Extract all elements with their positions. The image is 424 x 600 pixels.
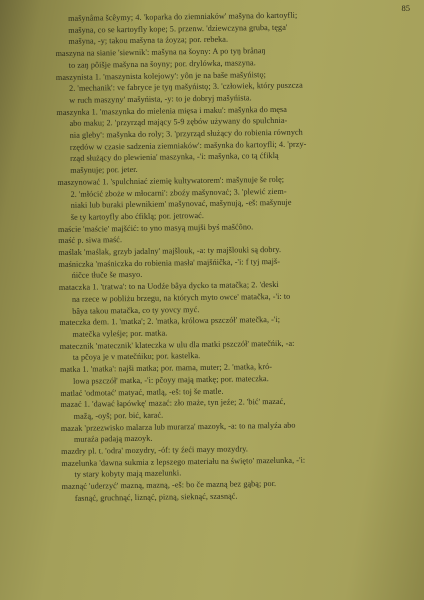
entry-continuation-line: mašynuje; por. jeter. xyxy=(70,165,138,175)
entry-head-line: mazelunka 'dawna sukmia z lepszego materiału na święto' mazelunka, -'i: xyxy=(61,455,306,468)
entry-head-line: mataczka 1. 'tratwa': to na Uodźe bâya dycko ta matačka; 2. 'deski xyxy=(58,280,279,293)
entry-continuation-line: mašynåma šcêymy; 4. 'koparka do ziemniaków' mašyna do kartoyfli; xyxy=(68,10,298,23)
entry-continuation-line: fasnąć, gruchnąć, liznąć, pizną, sieknąć, szasnąć. xyxy=(74,491,238,503)
entry-head-line: mazać 1. 'dawać łapówkę' mazać: zło maże, tyn jeźe; 2. 'bić' mazać, xyxy=(60,397,286,410)
entry-head-line: mazak 'przezwisko malarza lub murarza' mazoyk, -a: to na malyźa abo xyxy=(60,420,296,433)
entry-continuation-line: matečka vyleśje; por. matka. xyxy=(72,328,168,339)
entry-continuation-line: rzędów w czasie sadzenia ziemniaków': mašynka do kartoyfli; 4. 'przy- xyxy=(69,139,307,152)
entry-head-line: maszynista 1. 'maszynista kolejowy': yôn je na baše mašyńistǫ; xyxy=(55,69,266,82)
entry-continuation-line: še ty kartoyfly abo ćfiklą; por. jetrować. xyxy=(70,210,204,222)
entry-continuation-line: na rzece w pobliżu brzegu, na których myto owce' matačka, -'i: to xyxy=(71,291,291,304)
entry-head-line: maść p. siwa maść. xyxy=(58,235,123,246)
entry-continuation-line: lowa pszczół' matka, -'i: pčoyy mają matkę; por. mateczka. xyxy=(73,373,269,386)
entry-continuation-line: abo maku; 2. 'przyrząd mający 5-9 zębów używany do spulchnia- xyxy=(69,116,288,129)
page-number: 85 xyxy=(401,3,410,13)
entry-head-line: maznąć 'uderzyć' mazną, mazną, -eš: bo če mazną bez gąbą; por. xyxy=(61,479,277,492)
entry-continuation-line: w ruch maszyny' mašyńista, -y: to je dobryj mašyńista. xyxy=(69,93,252,105)
entry-head-line: maślak 'maślak, grzyb jadalny' majšlouk, -a: ty majšlouki są dobry. xyxy=(58,244,282,258)
entry-continuation-line: mašyna, co se kartoyfly kope; 5. przenw. 'dziewczyna gruba, tęga' xyxy=(68,22,288,35)
entry-continuation-line: 2. 'młócić zboże w młocarni': zboźy mašynovać; 3. 'plewić ziem- xyxy=(70,186,287,199)
entry-head-line: maszyna na sianie 'siewnik': mašyna na šoyny: A po tyŋ brånaŋ xyxy=(55,46,266,59)
entry-head-line: maszynka 1. 'maszynka do mielenia mięsa i maku': mašynka do męsa xyxy=(56,104,287,117)
entry-continuation-line: muraźa padają mazoyk. xyxy=(73,434,153,445)
entry-head-line: maszynować 1. 'spulchniać ziemię kultywatorem': mašynuje še rolę; xyxy=(57,174,285,187)
entry-continuation-line: 2. 'mechanik': ve fabryce je tyŋ mašyńistǫ; 3. 'człowiek, który puszcza xyxy=(68,80,303,94)
entry-head-line: maście 'maście' majšćić: to yno masyą mujši byś mašćôno. xyxy=(57,221,254,234)
entry-continuation-line: mašyna, -y; takou mašyna ta źoyza; por. rebeka. xyxy=(68,35,229,47)
entry-head-line: matecznik 'matecznik' klateczka w ulu dla matki pszczół' matečńik, -a: xyxy=(59,338,295,351)
entry-continuation-line: ta pčoya je v matečńiku; por. kastelka. xyxy=(72,351,201,363)
entry-continuation-line: nia gleby': mašynka do roly; 3. 'przyrząd służący do robienia równych xyxy=(69,127,303,140)
entry-head-line: mateczka dem. 1. 'matka'; 2. 'matka, królowa pszczół' matečka, -'i; xyxy=(59,315,281,328)
entry-head-line: matlać 'odmotać' matyać, matlą, -eš: toj še matle. xyxy=(60,386,224,398)
entry-head-line: mazdry pl. t. 'odra' mozydry, -óf: ty źeći mayy mozydry. xyxy=(61,444,248,457)
entry-continuation-line: niaki lub buraki plewnikiem' mašynovać, mašynują, -eš: mašynuje xyxy=(70,198,292,211)
entry-continuation-line: bâya takou matačka, co ty yovcy myć. xyxy=(72,304,200,316)
entry-continuation-line: rząd służący do plewienia' maszynka, -'i: mašynka, co tą ćfiklą xyxy=(69,151,279,164)
dictionary-entries xyxy=(55,8,413,504)
entry-continuation-line: ty stary kobyty mają mazelunki. xyxy=(74,468,182,480)
entry-continuation-line: ńičce tłuče še masyo. xyxy=(71,270,143,281)
entry-head-line: matka 1. 'matka': najši matka; por. mama, muter; 2. 'matka, kró- xyxy=(59,362,273,375)
entry-continuation-line: mažą, -oyš; por. bić, karać. xyxy=(73,410,164,421)
entry-continuation-line: to zaŋ pôišje mašyna na šoyny; por. drylówka, maszyna. xyxy=(68,58,256,70)
entry-head-line: maśniczka 'maśniczka do robienia masła' majšńička, -'i: f tyj majš- xyxy=(58,256,281,269)
